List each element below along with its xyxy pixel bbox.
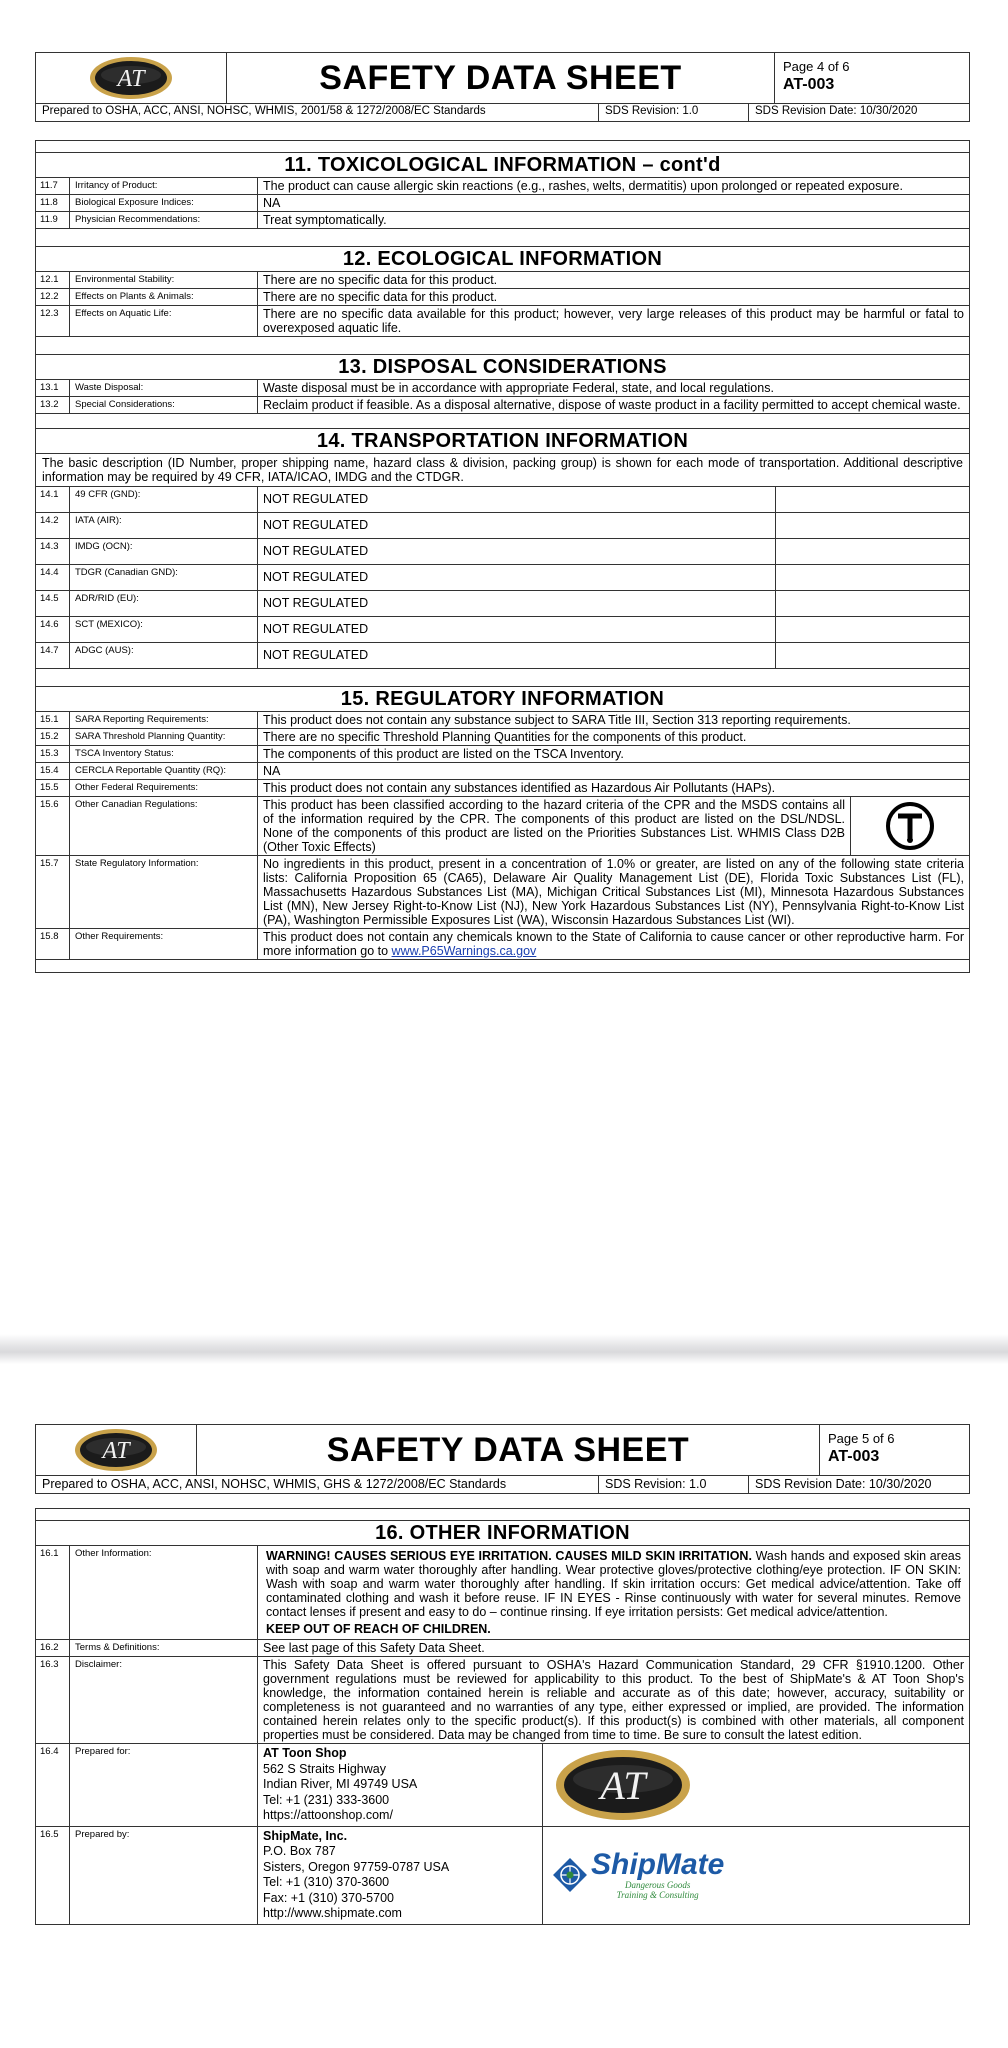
page-header [35,1424,970,1476]
page-header [35,52,970,104]
table-row: 14.6 SCT (MEXICO): NOT REGULATED [36,617,969,643]
header-standards-row [35,104,970,122]
shipmate-logo: ShipMate Dangerous Goods Training & Consulting [543,1827,969,1924]
document-title: SAFETY DATA SHEET [319,58,682,97]
globe-icon [553,1858,587,1892]
table-row: 15.3 TSCA Inventory Status: The components of this product are listed on the TSCA Inventory. [36,746,969,763]
product-code: AT-003 [783,76,835,93]
table-row: 12.1 Environmental Stability: There are no specific data for this product. [36,272,969,289]
table-row: 15.1 SARA Reporting Requirements: This product does not contain any substance subject to SARA Title III, Section 313 reporting requirements. [36,712,969,729]
page-number: Page 4 of 6 [783,59,850,74]
sds-revision-date: SDS Revision Date: 10/30/2020 [755,105,918,117]
transportation-intro: The basic description (ID Number, proper shipping name, hazard class & division, packing group) is shown for each mode of transportation. Additional descriptive information may be required by 49 CFR, IATA/ICAO, IMDG and the CTDGR. [36,454,969,487]
table-row: 15.5 Other Federal Requirements: This product does not contain any substances identified as Hazardous Air Pollutants (HAPs). [36,780,969,797]
table-row: 14.7 ADGC (AUS): NOT REGULATED [36,643,969,669]
page-info [819,1425,969,1475]
page-gap [0,1334,1008,1364]
page-info [774,53,969,103]
table-row: 16.1 Other Information: WARNING! CAUSES SERIOUS EYE IRRITATION. CAUSES MILD SKIN IRRITATION. Wash hands and exposed skin areas with soap and warm water thoroughly after handling. Wear protective gloves/protective clothing/eye protection. IF ON SKIN: Wash with soap and warm water thoroughly after handling. If skin irritation occurs: Get medical advice/attention. Take off contaminated clothing and wash it before reuse. IF IN EYES - Rinse continuously with water for several minutes. Remove contact lenses if present and easy to do – continue rinsing. If eye irritation persists: Get medical advice/attention. KEEP OUT OF REACH OF CHILDREN. [36,1546,969,1640]
table-row: 14.2 IATA (AIR): NOT REGULATED [36,513,969,539]
prepared-by-address: ShipMate, Inc. P.O. Box 787 Sisters, Oregon 97759-0787 USA Tel: +1 (310) 370-3600 Fax: +1 (310) 370-5700 http://www.shipmate.com [258,1827,543,1924]
p65-warnings-link[interactable]: www.P65Warnings.ca.gov [391,944,537,958]
table-row: 16.3 Disclaimer: This Safety Data Sheet is offered pursuant to OSHA's Hazard Communication Standard, 29 CFR §1910.1200. Other government regulations must be reviewed for applicability to this product. To the best of ShipMate's & AT Toon Shop's knowledge, the information contained herein is reliable and accurate as of this date; however, accuracy, suitability or completeness is not guaranteed and no warranties of any type, either expressed or implied, are provided. The information contained herein relates only to the specific product(s). If this product(s) is combined with other materials, all component properties must be considered. Data may be changed from time to time. Be sure to consult the latest edition. [36,1657,969,1744]
table-row: 14.3 IMDG (OCN): NOT REGULATED [36,539,969,565]
table-row: 14.5 ADR/RID (EU): NOT REGULATED [36,591,969,617]
table-row: 16.4 Prepared for: AT Toon Shop 562 S Straits Highway Indian River, MI 49749 USA Tel: +1 (231) 333-3600 https://attoonshop.com/ AT [36,1744,969,1827]
section-13-title: 13. DISPOSAL CONSIDERATIONS [36,355,969,380]
product-code: AT-003 [828,1448,880,1465]
table-row: 14.1 49 CFR (GND): NOT REGULATED [36,487,969,513]
table-row: 15.2 SARA Threshold Planning Quantity: There are no specific Threshold Planning Quantities for the components of this product. [36,729,969,746]
document-title: SAFETY DATA SHEET [326,1430,690,1469]
prepared-for-address: AT Toon Shop 562 S Straits Highway Indian River, MI 49749 USA Tel: +1 (231) 333-3600 https://attoonshop.com/ [258,1744,543,1826]
section-16 [35,1508,970,1925]
table-row: 11.8 Biological Exposure Indices: NA [36,195,969,212]
table-row: 12.2 Effects on Plants & Animals: There are no specific data for this product. [36,289,969,306]
table-row: 12.3 Effects on Aquatic Life: There are no specific data available for this product; however, very large releases of this product may be harmful or fatal to overexposed aquatic life. [36,306,969,337]
table-row: 13.1 Waste Disposal: Waste disposal must be in accordance with appropriate Federal, state, and local regulations. [36,380,969,397]
section-16-title: 16. OTHER INFORMATION [36,1521,969,1546]
section-11-title: 11. TOXICOLOGICAL INFORMATION – cont'd [36,153,969,178]
table-row: 15.8 Other Requirements: This product does not contain any chemicals known to the State of California to cause cancer or other reproductive harm. For more information go to www.P65Warnings.ca.gov [36,929,969,960]
section-12-title: 12. ECOLOGICAL INFORMATION [36,247,969,272]
svg-text:AT: AT [600,1762,646,1808]
table-row: 16.2 Terms & Definitions: See last page of this Safety Data Sheet. [36,1640,969,1657]
sds-page-5 [35,1424,970,1925]
table-row: 11.7 Irritancy of Product: The product can cause allergic skin reactions (e.g., rashes, welts, dermatitis) upon prolonged or repeated exposure. [36,178,969,195]
sds-revision: SDS Revision: 1.0 [599,1476,749,1493]
prepared-to-standards: Prepared to OSHA, ACC, ANSI, NOHSC, WHMIS, GHS & 1272/2008/EC Standards [36,1476,599,1493]
header-standards-row [35,1476,970,1494]
section-15-title: 15. REGULATORY INFORMATION [36,687,969,712]
at-toon-shop-logo [36,53,227,103]
at-toon-shop-logo-large [543,1744,969,1826]
table-row: 16.5 Prepared by: ShipMate, Inc. P.O. Box 787 Sisters, Oregon 97759-0787 USA Tel: +1 (310) 370-3600 Fax: +1 (310) 370-5700 http://www.shipmate.com ShipMate Dangerous Goods Training & Consulting [36,1827,969,1924]
table-row: 15.6 Other Canadian Regulations: This product has been classified according to the hazard criteria of the CPR and the MSDS contains all of the information required by the CPR. The components of this product are listed on the DSL/NDSL. None of the components of this product are listed on the Priorities Substances List. WHMIS Class D2B (Other Toxic Effects) [36,797,969,856]
sds-revision-date: SDS Revision Date: 10/30/2020 [755,1477,932,1491]
table-row: 11.9 Physician Recommendations: Treat symptomatically. [36,212,969,229]
prepared-to-standards: Prepared to OSHA, ACC, ANSI, NOHSC, WHMIS, 2001/58 & 1272/2008/EC Standards [36,104,599,121]
table-row: 15.7 State Regulatory Information: No ingredients in this product, present in a concentration of 1.0% or greater, are listed on any of the following state criteria lists: California Proposition 65 (CA65), Delaware Air Quality Management List (DE), Florida Toxic Substances List (FL), Massachusetts Hazardous Substances List (MA), Michigan Critical Substances List (MI), Minnesota Hazardous Substances List (MN), New Jersey Right-to-Know List (NJ), New York Hazardous Substances List (NY), Pennsylvania Right-to-Know List (PA), Washington Permissible Exposures List (WA), Wisconsin Hazardous Substances List (WI). [36,856,969,929]
page-number: Page 5 of 6 [828,1431,895,1446]
sds-page-4 [35,52,970,973]
sds-revision: SDS Revision: 1.0 [599,104,749,121]
at-toon-shop-logo [36,1425,197,1475]
table-row: 15.4 CERCLA Reportable Quantity (RQ): NA [36,763,969,780]
whmis-toxic-symbol-icon [851,797,969,855]
svg-text:AT: AT [117,66,145,92]
table-row: 14.4 TDGR (Canadian GND): NOT REGULATED [36,565,969,591]
section-14-title: 14. TRANSPORTATION INFORMATION [36,429,969,454]
table-row: 13.2 Special Considerations: Reclaim product if feasible. As a disposal alternative, dispose of waste product in a facility permitted to accept chemical waste. [36,397,969,414]
sections-11-15 [35,140,970,973]
svg-text:AT: AT [102,1438,130,1464]
